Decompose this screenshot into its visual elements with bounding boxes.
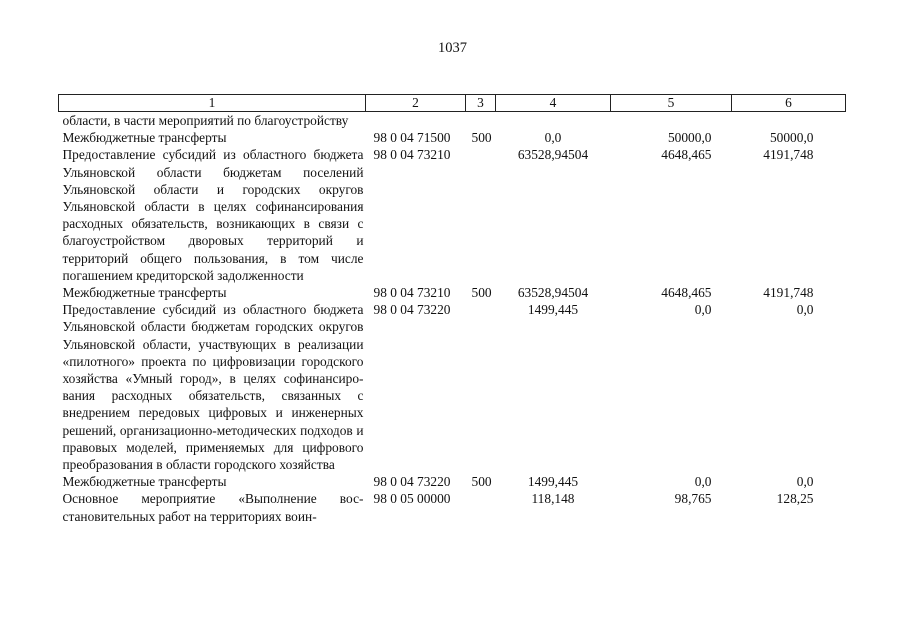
row-amount-6: 128,25 xyxy=(776,491,814,507)
row-name: Межбюджетные трансферты xyxy=(62,285,227,301)
row-amount-5: 0,0 xyxy=(694,474,712,490)
row-amount-6: 0,0 xyxy=(796,474,814,490)
row-amount-4: 1499,445 xyxy=(527,302,579,318)
row-code: 98 0 04 73210 xyxy=(373,147,451,163)
row-vr: 500 xyxy=(471,285,492,301)
table-row xyxy=(59,490,846,524)
row-code: 98 0 05 00000 xyxy=(373,491,451,507)
row-amount-5: 50000,0 xyxy=(667,130,712,146)
row-vr xyxy=(466,112,496,130)
row-code: 98 0 04 71500 xyxy=(373,130,451,146)
row-amount-4 xyxy=(496,112,611,130)
row-amount-5: 0,0 xyxy=(694,302,712,318)
table-row xyxy=(59,284,846,301)
header-col-5: 5 xyxy=(611,95,732,112)
row-amount-6 xyxy=(732,112,846,130)
table-row xyxy=(59,301,846,473)
table-row xyxy=(59,129,846,146)
header-col-3: 3 xyxy=(466,95,496,112)
header-col-2: 2 xyxy=(366,95,466,112)
table-row xyxy=(59,112,846,130)
header-col-6: 6 xyxy=(732,95,846,112)
row-name: Предоставление субсидий из областного бюджета Ульяновской области бюджетам поселений Ульяновской области и городских округов Ульяновской области в целях софинансирования расходных обязательств, возникающих в связи с благоустройством дворовых территорий и территорий общего пользования, в том числе погашением кредиторской задолженности xyxy=(62,147,364,283)
row-amount-5 xyxy=(611,112,732,130)
row-name: области, в части мероприятий по благоустройству xyxy=(62,113,349,128)
row-code xyxy=(366,112,466,130)
row-vr: 500 xyxy=(471,130,492,146)
row-amount-6: 0,0 xyxy=(796,302,814,318)
header-row xyxy=(59,95,846,112)
row-name: Основное мероприятие «Выполнение восстановительных работ на территориях воин- xyxy=(62,491,364,524)
table-row xyxy=(59,146,846,284)
table-row xyxy=(59,473,846,490)
table-body xyxy=(59,112,846,525)
row-code: 98 0 04 73220 xyxy=(373,302,451,318)
header-col-1: 1 xyxy=(59,95,366,112)
row-name: Предоставление субсидий из областного бюджета Ульяновской области бюджетам городских округов Ульяновской области, участвующих в реализации «пилотного» проекта по цифровизации городского хозяйства «Умный город», в целях софинансирования расходных обязательств, связанных с внедрением передовых цифровых и инженерных решений, организационно-методических подходов и правовых моделей, применяемых для цифрового преобразования в области городского хозяйства xyxy=(62,302,364,473)
row-name: Межбюджетные трансферты xyxy=(62,130,227,146)
budget-table xyxy=(58,94,846,525)
header-col-4: 4 xyxy=(496,95,611,112)
row-amount-5: 4648,465 xyxy=(661,285,712,301)
row-amount-4: 63528,94504 xyxy=(517,285,589,301)
row-vr xyxy=(466,301,496,473)
row-name: Межбюджетные трансферты xyxy=(62,474,227,490)
table-header xyxy=(59,95,846,112)
row-vr: 500 xyxy=(471,474,492,490)
row-vr xyxy=(466,146,496,284)
row-code: 98 0 04 73210 xyxy=(373,285,451,301)
row-code: 98 0 04 73220 xyxy=(373,474,451,490)
row-amount-6: 4191,748 xyxy=(763,147,814,163)
row-amount-4: 63528,94504 xyxy=(517,147,589,163)
row-amount-4: 0,0 xyxy=(544,130,562,146)
page-number: 1037 xyxy=(438,40,467,56)
row-vr xyxy=(466,490,496,524)
row-amount-4: 1499,445 xyxy=(527,474,579,490)
row-amount-5: 4648,465 xyxy=(661,147,712,163)
row-amount-6: 4191,748 xyxy=(763,285,814,301)
row-amount-6: 50000,0 xyxy=(769,130,814,146)
row-amount-5: 98,765 xyxy=(674,491,712,507)
row-amount-4: 118,148 xyxy=(531,491,575,507)
